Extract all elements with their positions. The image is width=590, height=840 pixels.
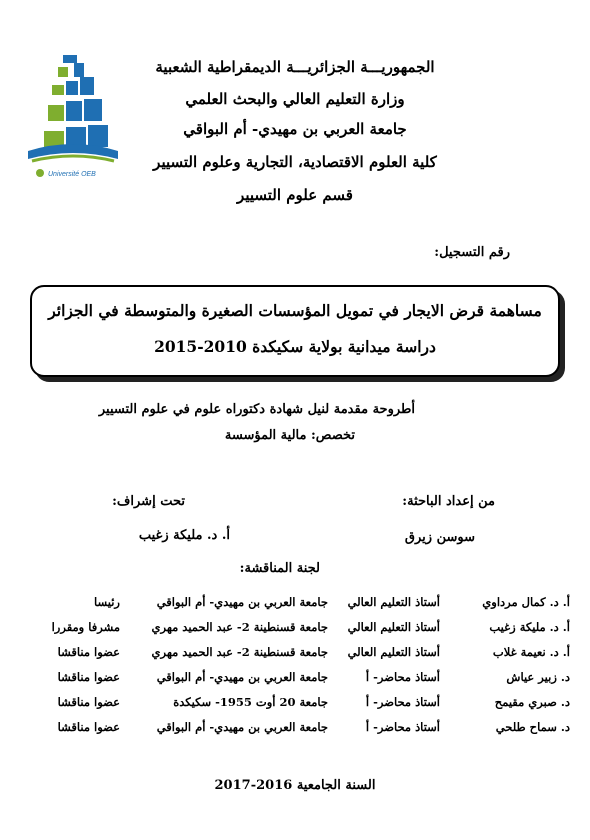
- header-line-university: جامعة العربي بن مهيدي- أم البواقي: [183, 120, 407, 138]
- academic-year: السنة الجامعية 2016-2017: [214, 778, 376, 793]
- member-university: جامعة العربي بن مهيدي- أم البواقي: [156, 595, 328, 609]
- member-role: عضوا مناقشا: [57, 670, 120, 684]
- member-name: أ. د. نعيمة غلاب: [492, 645, 570, 659]
- member-role: مشرفا ومقررا: [51, 620, 120, 634]
- prepared-by-name: سوسن زيرق: [404, 530, 475, 545]
- header-line-faculty: كلية العلوم الاقتصادية، التجارية وعلوم التسيير: [153, 153, 437, 171]
- specialty-text: تخصص: مالية المؤسسة: [224, 428, 355, 443]
- member-name: أ. د. مليكة زغيب: [489, 620, 570, 634]
- member-rank: أستاذ التعليم العالي: [347, 620, 440, 634]
- member-rank: أستاذ التعليم العالي: [347, 595, 440, 609]
- member-rank: أستاذ محاضر- أ: [365, 695, 440, 709]
- committee-row: [0, 720, 590, 744]
- member-name: د. سماح طلحي: [495, 720, 570, 734]
- member-name: د. زبير عياش: [506, 670, 570, 684]
- member-rank: أستاذ محاضر- أ: [365, 670, 440, 684]
- thesis-title-line1: مساهمة قرض الايجار في تمويل المؤسسات الصغيرة والمتوسطة في الجزائر: [48, 301, 542, 320]
- degree-text: أطروحة مقدمة لنيل شهادة دكتوراه علوم في علوم التسيير: [98, 402, 415, 417]
- committee-row: [0, 670, 590, 694]
- header-line-ministry: وزارة التعليم العالي والبحث العلمي: [185, 90, 405, 108]
- member-university: جامعة العربي بن مهيدي- أم البواقي: [156, 670, 328, 684]
- university-logo-icon: [18, 55, 128, 187]
- prepared-by-label: من إعداد الباحثة:: [402, 494, 495, 509]
- member-university: جامعة العربي بن مهيدي- أم البواقي: [156, 720, 328, 734]
- committee-row: [0, 645, 590, 669]
- thesis-title-line2: دراسة ميدانية بولاية سكيكدة 2010-2015: [154, 337, 436, 356]
- member-role: رئيسا: [94, 595, 120, 609]
- member-rank: أستاذ محاضر- أ: [365, 720, 440, 734]
- committee-row: [0, 695, 590, 719]
- member-role: عضوا مناقشا: [57, 645, 120, 659]
- logo-caption: Université OEB: [48, 171, 96, 178]
- member-university: جامعة 20 أوت 1955- سكيكدة: [173, 695, 328, 709]
- member-role: عضوا مناقشا: [57, 720, 120, 734]
- committee-row: [0, 620, 590, 644]
- committee-title: لجنة المناقشة:: [239, 561, 320, 576]
- member-name: د. صبري مقيمح: [494, 695, 570, 709]
- member-name: أ. د. كمال مرداوي: [482, 595, 570, 609]
- member-university: جامعة قسنطينة 2- عبد الحميد مهري: [151, 620, 328, 634]
- member-rank: أستاذ التعليم العالي: [347, 645, 440, 659]
- member-university: جامعة قسنطينة 2- عبد الحميد مهري: [151, 645, 328, 659]
- committee-row: [0, 595, 590, 619]
- header-line-republic: الجمهوريـــة الجزائريـــة الديمقراطية الشعبية: [155, 58, 435, 76]
- registration-label: رقم التسجيل:: [434, 245, 510, 260]
- thesis-title-box: [30, 285, 560, 377]
- supervisor-name: أ. د. مليكة زغيب: [138, 528, 230, 543]
- header-line-department: قسم علوم التسيير: [237, 186, 353, 204]
- university-logo: [18, 55, 128, 187]
- supervisor-label: تحت إشراف:: [112, 494, 185, 509]
- member-role: عضوا مناقشا: [57, 695, 120, 709]
